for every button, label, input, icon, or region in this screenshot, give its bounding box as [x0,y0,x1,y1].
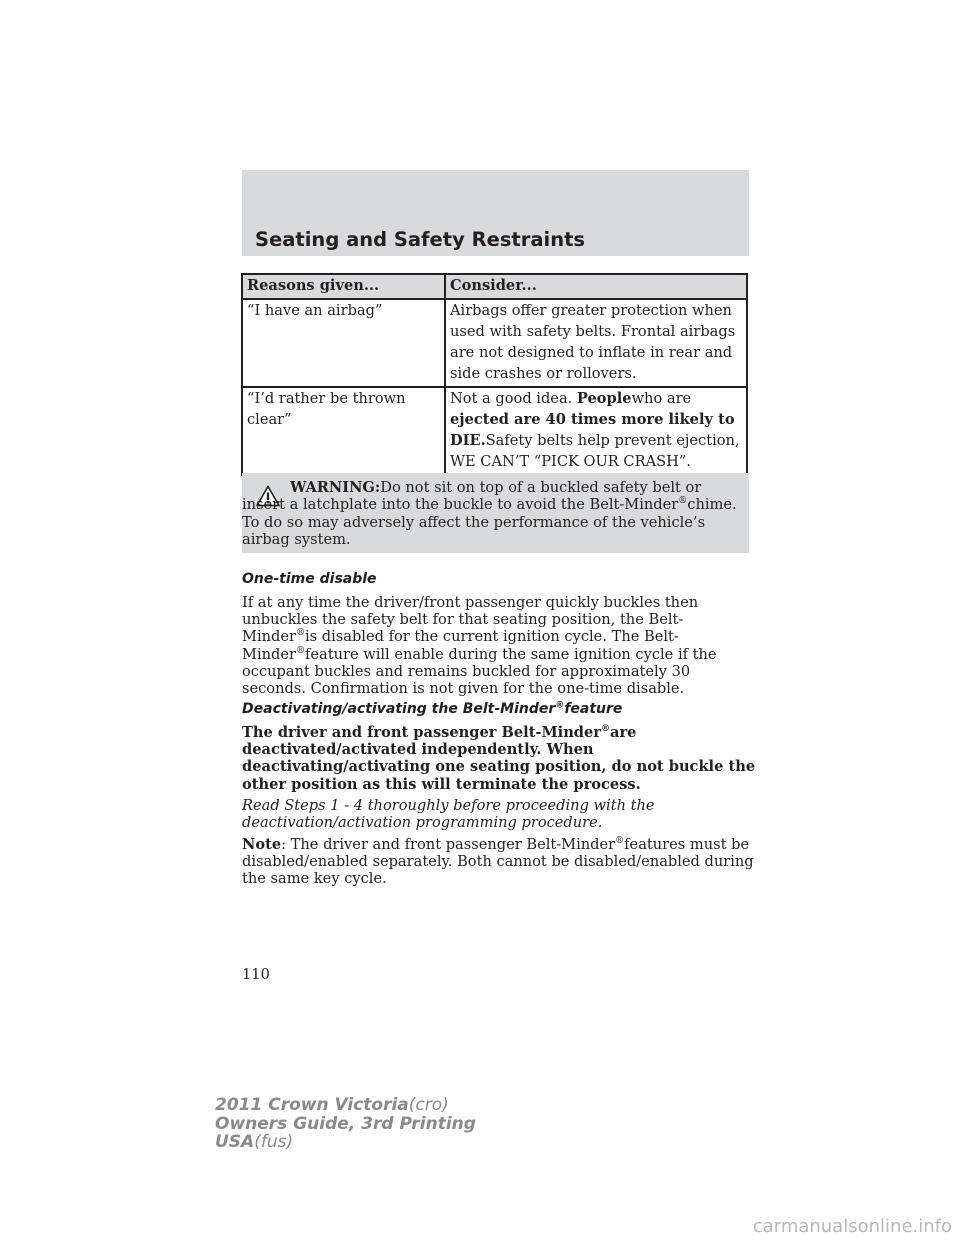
registered-mark: ® [615,836,625,847]
deactivating-heading [242,701,622,717]
paragraph-text: The driver and front passenger Belt-Minder [242,724,601,741]
paragraph-text: is disabled for the current ignition cycle. The Belt-Minder [242,628,679,663]
registered-mark: ® [678,496,688,507]
footer-edition: Owners Guide, 3rd Printing [215,1113,476,1134]
page-number: 110 [242,966,270,983]
consider-text: Safety belts help prevent ejection, WE CAN’T “PICK OUR CRASH”. [450,432,740,470]
consider-bold-text: People [576,390,632,407]
paragraph-text: feature will enable during the same ignition cycle if the occupant buckles and remains buckled for approximately 30 seconds. Confirmation is not given for the one-time disable. [242,645,717,698]
footer-market: USA [215,1132,255,1152]
independent-activation-paragraph [242,724,757,793]
footer-code: (fus) [254,1132,294,1152]
note-paragraph [242,836,757,888]
registered-mark: ® [295,645,305,656]
warning-label: WARNING: [290,479,381,496]
heading-text: feature [564,701,623,717]
registered-mark: ® [555,700,565,711]
paragraph-text: If at any time the driver/front passenger quickly buckles then unbuckles the safety belt for that seating position, the Belt-Minder [242,594,699,646]
paragraph-text: : The driver and front passenger Belt-Minder [281,836,616,853]
paragraph-text: are deactivated/activated independently. When deactivating/activating one seating position, do not buckle the other position as this will terminate the process. [242,724,756,793]
warning-box [242,473,749,553]
consider-bold-text: ejected are 40 times more likely to DIE. [450,411,735,449]
document-footer [215,1096,476,1152]
paragraph-text: features must be disabled/enabled separately. Both cannot be disabled/enabled during the same key cycle. [242,836,754,888]
table-row [242,299,747,387]
consider-text: Not a good idea. [450,390,577,407]
heading-text: Deactivating/activating the Belt-Minder [242,701,556,717]
section-title: Seating and Safety Restraints [255,228,586,251]
warning-text [242,479,739,549]
consider-cell [445,387,747,475]
watermark: carmanualsonline.info [752,1216,952,1237]
column-header-reasons: Reasons given... [242,274,445,299]
reasons-table [241,273,748,476]
registered-mark: ® [601,724,610,735]
note-label: Note [242,836,282,853]
warning-body: chime. To do so may adversely affect the performance of the vehicle’s airbag system. [242,496,737,549]
table-header-row [242,274,747,299]
one-time-disable-heading: One-time disable [242,571,377,587]
footer-model: 2011 Crown Victoria [215,1095,409,1115]
reason-cell: “I’d rather be thrown clear” [242,387,445,475]
table-row [242,387,747,475]
read-steps-paragraph: Read Steps 1 - 4 thoroughly before proceeding with the deactivation/activation programming procedure. [242,797,655,832]
warning-body: Do not sit on top of a buckled safety belt or insert a latchplate into the buckle to avoid the Belt-Minder [242,479,702,514]
registered-mark: ® [295,628,305,639]
consider-text: who are [631,390,692,407]
consider-cell: Airbags offer greater protection when used with safety belts. Frontal airbags are not designed to inflate in rear and side crashes or rollovers. [445,299,747,387]
column-header-consider: Consider... [445,274,747,299]
reason-cell: “I have an airbag” [242,299,445,387]
one-time-disable-paragraph [242,594,757,697]
footer-code: (cro) [408,1095,449,1115]
